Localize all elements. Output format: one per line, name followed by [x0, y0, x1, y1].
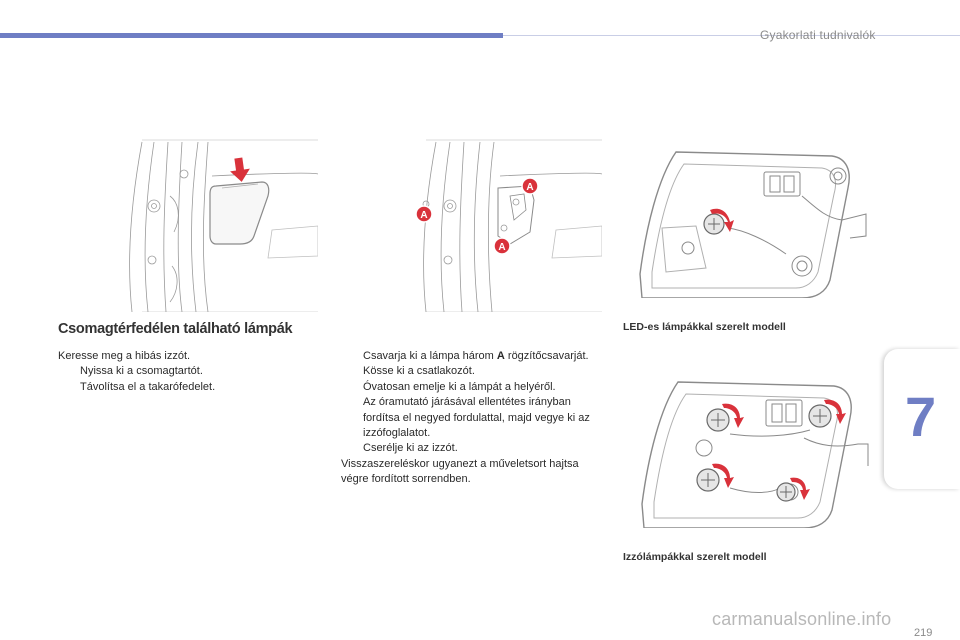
watermark: carmanualsonline.info: [712, 609, 892, 629]
caption-bulb-model: Izzólámpákkal szerelt modell: [623, 551, 767, 563]
step-text: Cserélje ki az izzót.: [363, 442, 458, 455]
step-rotate-holder: [341, 395, 603, 441]
tailgate-screws-drawing: [406, 136, 602, 312]
screw-label: A: [496, 350, 505, 362]
step-text: Csavarja ki a lámpa három: [363, 350, 497, 362]
step-disconnect: [341, 364, 603, 379]
svg-text:A: A: [498, 242, 506, 253]
step-text: Az óramutató járásával ellentétes irányban fordítsa el negyed fordulattal, majd vegye ki az izzófoglalatot.: [363, 396, 590, 440]
step-lift-lamp: [341, 380, 603, 395]
callout-a-top: [522, 178, 538, 194]
header-rule: [503, 35, 960, 36]
header-accent-bar: [0, 33, 503, 38]
caption-led-model: LED-es lámpákkal szerelt modell: [623, 321, 786, 333]
tailgate-cover-drawing: [112, 136, 318, 312]
instructions-column-2: [341, 349, 603, 488]
illustration-remove-cover: [112, 136, 318, 312]
step-text: Óvatosan emelje ki a lámpát a helyéről.: [363, 380, 556, 393]
svg-text:A: A: [420, 210, 428, 221]
step-remove-cover: [58, 380, 328, 395]
bulb-holder-icon-4: [777, 483, 795, 501]
step-unscrew: [341, 349, 603, 364]
page-number: 219: [914, 627, 933, 639]
bulb-holder-icon-2: [809, 405, 831, 427]
callout-a-left: [416, 206, 432, 222]
led-lamp-drawing: [636, 148, 870, 298]
step-text: Kösse ki a csatlakozót.: [363, 365, 475, 378]
bulb-holder-icon-1: [707, 409, 729, 431]
bulb-holder-icon-3: [697, 469, 719, 491]
bulb-holder-icon: [704, 214, 724, 234]
step-replace-bulb: [341, 441, 603, 456]
callout-a-bottom: [494, 238, 510, 254]
intro-text: Keresse meg a hibás izzót.: [58, 350, 191, 362]
closing-text: Visszaszereléskor ugyanezt a műveletsort hajtsa végre fordított sorrendben.: [341, 457, 579, 486]
instructions-column-1: [58, 349, 328, 395]
bulb-lamp-drawing: [640, 378, 870, 528]
red-arrow-icon: [228, 157, 251, 184]
step-open-trunk: [58, 364, 328, 379]
step-text: Távolítsa el a takarófedelet.: [80, 380, 216, 393]
chapter-number: 7: [905, 385, 937, 448]
illustration-led-lamp: [636, 148, 870, 298]
chapter-header-title: Gyakorlati tudnivalók: [760, 28, 876, 42]
section-title: Csomagtérfedélen található lámpák: [58, 321, 293, 337]
step-text: Nyissa ki a csomagtartót.: [80, 365, 203, 378]
svg-text:A: A: [526, 182, 534, 193]
step-text-cont: rögzítőcsavarját.: [504, 350, 589, 362]
illustration-bulb-lamp: [640, 378, 870, 528]
illustration-unscrew-lamp: [406, 136, 602, 312]
